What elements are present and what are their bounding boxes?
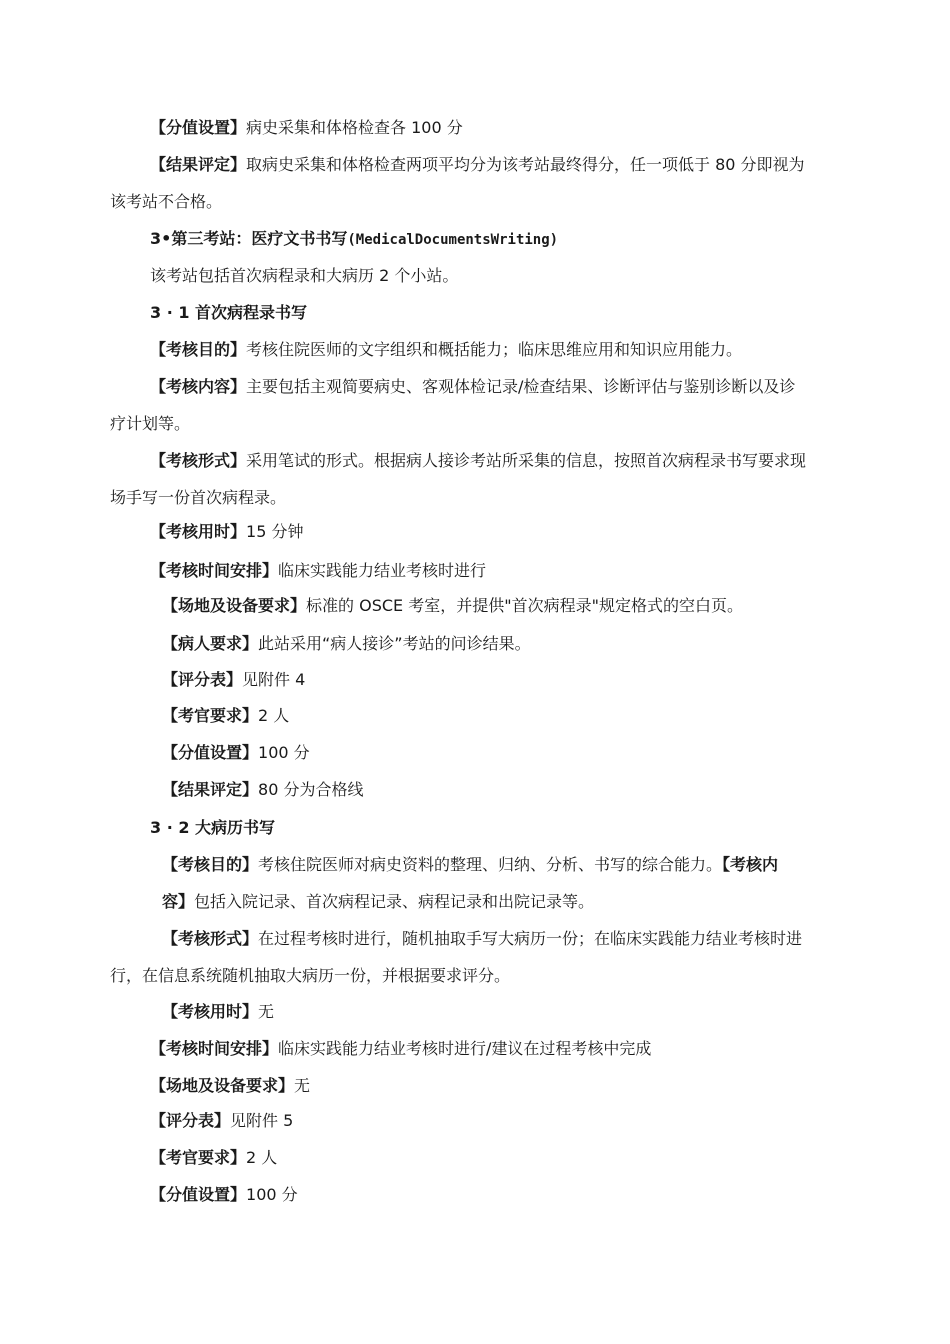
text-line: 该考站包括首次病程录和大病历 2 个小站。 (150, 266, 459, 285)
text-line: 行，在信息系统随机抽取大病历一份，并根据要求评分。 (110, 966, 511, 985)
text-line: 【结果评定】取病史采集和体格检查两项平均分为该考站最终得分，任一项低于 80 分即视为 (150, 155, 805, 174)
text-line: 【分值设置】100 分 (150, 1185, 298, 1204)
subsection-heading: 3 · 1 首次病程录书写 (150, 303, 308, 322)
text-line: 【考核时间安排】临床实践能力结业考核时进行/建议在过程考核中完成 (150, 1039, 652, 1058)
text-line: 疗计划等。 (110, 414, 191, 433)
text-line: 【考核用时】无 (162, 1002, 275, 1021)
text-line: 【评分表】见附件 5 (150, 1111, 294, 1130)
text-line: 容】包括入院记录、首次病程记录、病程记录和出院记录等。 (162, 892, 595, 911)
text-line: 该考站不合格。 (110, 192, 223, 211)
text-line: 【考核形式】采用笔试的形式。根据病人接诊考站所采集的信息，按照首次病程录书写要求现 (150, 451, 807, 470)
text-line: 【病人要求】此站采用“病人接诊”考站的问诊结果。 (162, 634, 531, 653)
text-line: 【考官要求】2 人 (162, 706, 290, 725)
text-line: 【考核形式】在过程考核时进行，随机抽取手写大病历一份；在临床实践能力结业考核时进 (162, 929, 803, 948)
text-line: 场手写一份首次病程录。 (110, 488, 287, 507)
text-line: 【考核时间安排】临床实践能力结业考核时进行 (150, 561, 487, 580)
text-line: 【分值设置】病史采集和体格检查各 100 分 (150, 118, 463, 137)
subsection-heading: 3 · 2 大病历书写 (150, 818, 276, 837)
text-line: 【评分表】见附件 4 (162, 670, 306, 689)
section-heading: 3•第三考站：医疗文书书写(MedicalDocumentsWriting) (150, 229, 559, 248)
text-line: 【考核内容】主要包括主观简要病史、客观体检记录/检查结果、诊断评估与鉴别诊断以及诊 (150, 377, 796, 396)
text-line: 【场地及设备要求】标准的 OSCE 考室，并提供"首次病程录"规定格式的空白页。 (162, 596, 743, 615)
text-line: 【场地及设备要求】无 (150, 1076, 311, 1095)
text-line: 【考核目的】考核住院医师的文字组织和概括能力；临床思维应用和知识应用能力。 (150, 340, 743, 359)
text-line: 【考官要求】2 人 (150, 1148, 278, 1167)
text-line: 【分值设置】100 分 (162, 743, 310, 762)
text-line: 【结果评定】80 分为合格线 (162, 780, 364, 799)
text-line: 【考核用时】15 分钟 (150, 522, 304, 541)
text-line: 【考核目的】考核住院医师对病史资料的整理、归纳、分析、书写的综合能力。【考核内 (162, 855, 779, 874)
